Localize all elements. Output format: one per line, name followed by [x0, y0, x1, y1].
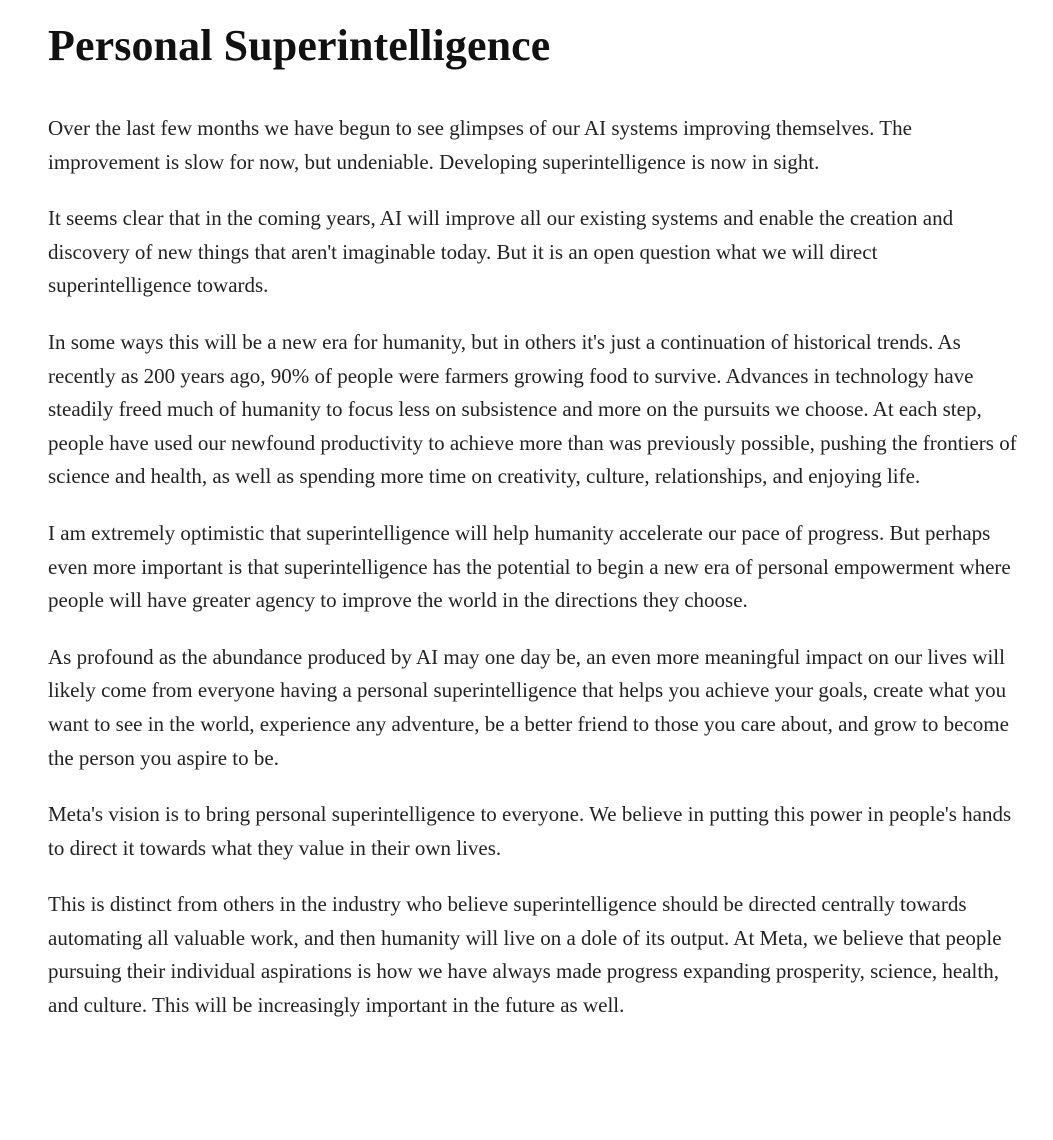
- article-paragraph-1: Over the last few months we have begun to see glimpses of our AI systems improving themselves. The improvement is slow for now, but undeniable. Developing superintelligence is now in sight.: [48, 116, 912, 174]
- page-title: Personal Superintelligence: [48, 21, 551, 70]
- article-paragraph-6: Meta's vision is to bring personal superintelligence to everyone. We believe in putting this power in people's hands to direct it towards what they value in their own lives.: [48, 802, 1012, 860]
- article-paragraph-4: I am extremely optimistic that superintelligence will help humanity accelerate our pace of progress. But perhaps even more important is that superintelligence has the potential to begin a new era of personal empowerment where people will have greater agency to improve the world in the directions they choose.: [48, 520, 1011, 613]
- article-paragraph-7: This is distinct from others in the industry who believe superintelligence should be directed centrally towards automating all valuable work, and then humanity will live on a dole of its output. At Meta, we believe that people pursuing their individual aspirations is how we have always made progress expanding prosperity, science, health, and culture. This will be increasingly important in the future as well.: [48, 892, 1002, 1018]
- article-paragraph-5: As profound as the abundance produced by AI may one day be, an even more meaningful impact on our lives will likely come from everyone having a personal superintelligence that helps you achieve your goals, create what you want to see in the world, experience any adventure, be a better friend to those you care about, and grow to become the person you aspire to be.: [48, 644, 1009, 770]
- article-paragraph-2: It seems clear that in the coming years, AI will improve all our existing systems and enable the creation and discovery of new things that aren't imaginable today. But it is an open question what we will direct superintelligence towards.: [48, 206, 954, 298]
- article-paragraph-3: In some ways this will be a new era for humanity, but in others it's just a continuation of historical trends. As recently as 200 years ago, 90% of people were farmers growing food to survive. Advances in technology have steadily freed much of humanity to focus less on subsistence and more on the pursuits we choose. At each step, people have used our newfound productivity to achieve more than was previously possible, pushing the frontiers of science and health, as well as spending more time on creativity, culture, relationships, and enjoying life.: [48, 329, 1017, 489]
- article: [48, 16, 1026, 1046]
